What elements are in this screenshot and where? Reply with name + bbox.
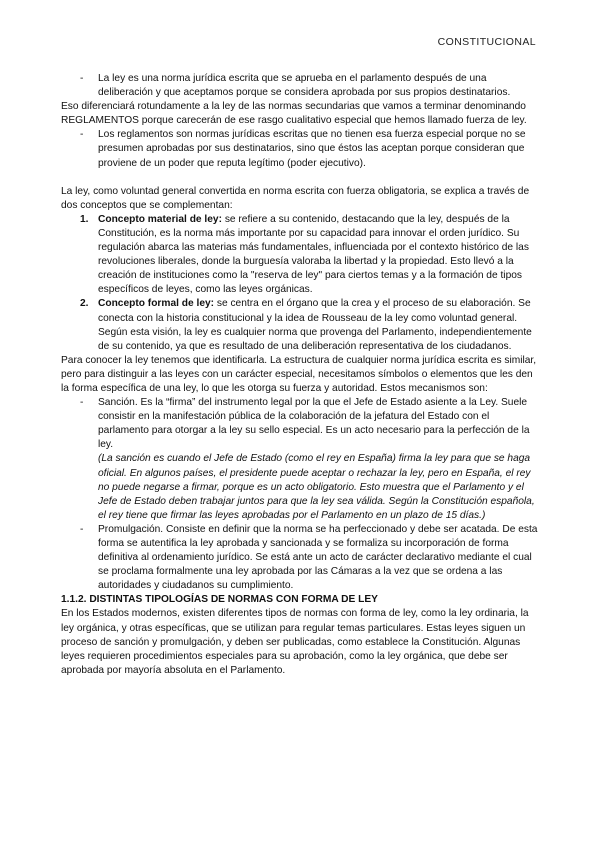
paragraph-tipologias: En los Estados modernos, existen diferentes tipos de normas con forma de ley, como la ley ordinaria, la ley orgánica, y otras específicas, que se utilizan para regular temas particulares. Estas leyes siguen un proceso de sanción y promulgación, y deben ser publicadas, como establece la Constitución. Algunas leyes requieren procedimientos especiales para su aprobación, como la ley orgánica, que debe ser aprobada por mayoría absoluta en el Parlamento. — [61, 608, 529, 676]
bullet-text: Los reglamentos son normas jurídicas escritas que no tienen esa fuerza especial porque no se presumen aprobadas por sus destinatarios, sino que éstos las aceptan porque consideran que proviene de un poder que reputa legítimo (poder ejecutivo). — [98, 129, 526, 169]
bullet-text: Sanción. Es la “firma” del instrumento legal por la que el Jefe de Estado asiente a la Ley. Suele consistir en la manifestación pública de la colaboración de la jefatura del Estado con el parlamento para otorgar a la ley su sello especial. Es un acto necesario para la perfección de la ley. — [98, 397, 530, 451]
concept-material — [61, 213, 541, 298]
paragraph-intro-conceptos: La ley, como voluntad general convertida en norma escrita con fuerza obligatoria, se explica a través de dos conceptos que se complementan: — [61, 185, 530, 211]
bullet-text: La ley es una norma jurídica escrita que se aprueba en el parlamento después de una deliberación y que aceptamos porque se considera aprobada por sus propios destinatarios. — [98, 73, 511, 99]
list-number: 1. — [80, 213, 89, 225]
bullet-promulgacion — [61, 523, 541, 593]
bullet-text: Promulgación. Consiste en definir que la norma se ha perfeccionado y debe ser acatada. De esta forma se autentifica la ley aprobada y sancionada y se formaliza su incorporación de forma definitiva al ordenamiento jurídico. Se está ante un acto de carácter declarativo mediante el cual se proclama formalmente una ley aprobada por las Cámaras a la vez que se ordena a las autoridades y ciudadanos su cumplimiento. — [98, 523, 538, 592]
paragraph-mecanismos: Para conocer la ley tenemos que identificarla. La estructura de cualquier norma jurídica escrita es similar, pero para distinguir a las leyes con un carácter especial, necesitamos símbolos o elementos que les den la forma específica de una ley, lo que les otorga su fuerza y autoridad. Estos mecanismos son: — [61, 354, 537, 394]
concept-text: se refiere a su contenido, destacando que la ley, después de la Constitución, es la norma más importante por su capacidad para innovar el orden jurídico. Su regulación abarca las materias más fundamentales, influenciada por el contexto histórico de las revoluciones liberales, donde la burguesía valoraba la libertad y la propiedad. Esto llevó a la creación de instituciones como la "reserva de ley" para ciertos temas y a la formación de tipos específicos de leyes, como las leyes orgánicas. — [98, 213, 529, 296]
bullet-sancion — [61, 396, 541, 523]
document-body — [61, 72, 541, 678]
list-number: 2. — [80, 298, 89, 310]
bullet-reglamentos — [61, 128, 541, 170]
concept-text: se centra en el órgano que la crea y el proceso de su elaboración. Se conecta con la historia constitucional y la idea de Rousseau de la ley como voluntad general. Según esta visión, la ley es cualquier norma que provenga del Parlamento, independientemente de su contenido, ya que es resultado de una deliberación representativa de los ciudadanos. — [98, 298, 532, 352]
concept-term: Concepto material de ley: — [98, 213, 222, 225]
section-heading: 1.1.2. DISTINTAS TIPOLOGÍAS DE NORMAS CON FORMA DE LEY — [61, 594, 378, 606]
running-header: CONSTITUCIONAL — [437, 36, 536, 48]
dash-bullet: - — [80, 129, 84, 141]
dash-bullet: - — [80, 523, 84, 535]
concept-term: Concepto formal de ley: — [98, 298, 215, 310]
bullet-ley-definition — [61, 72, 541, 100]
dash-bullet: - — [80, 397, 84, 409]
paragraph-reglamentos: Eso diferenciará rotundamente a la ley de las normas secundarias que vamos a terminar denominando REGLAMENTOS porque carecerán de ese rasgo cualitativo especial que hemos llamado fuerza de ley. — [61, 101, 527, 127]
dash-bullet: - — [80, 73, 84, 84]
sancion-note: (La sanción es cuando el Jefe de Estado (como el rey en España) firma la ley para que se haga oficial. En algunos países, el presidente puede aceptar o rechazar la ley, pero en España, el rey no puede negarse a firmar, porque es un acto obligatorio. Esto muestra que el Parlamento y el Jefe de Estado deben trabajar juntos para que la ley sea válida. Según la Constitución española, el rey tiene que firmar las leyes aprobadas por el Parlamento en un plazo de 15 días.) — [98, 453, 535, 521]
concept-formal — [61, 297, 541, 353]
